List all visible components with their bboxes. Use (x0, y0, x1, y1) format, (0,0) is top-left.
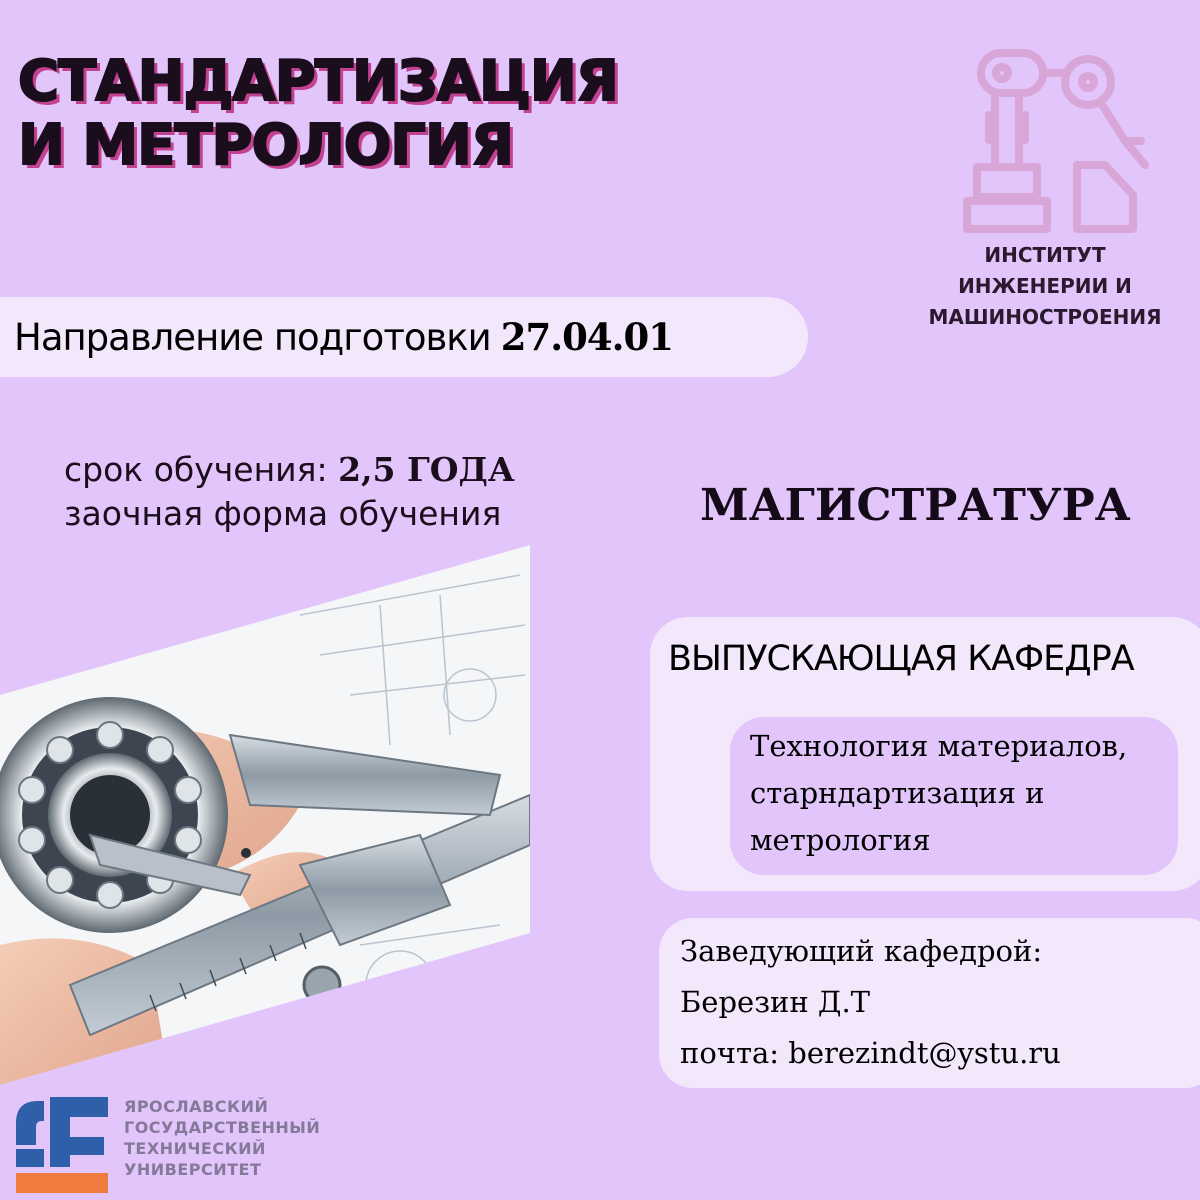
study-term-label: срок обучения: (64, 450, 328, 489)
head-of-department-info (680, 926, 1061, 1079)
robotic-arm-icon (955, 45, 1155, 235)
university-name-line-3: ТЕХНИЧЕСКИЙ (124, 1139, 266, 1158)
head-name: Березин Д.Т (680, 985, 871, 1019)
department-name (750, 723, 1180, 864)
page-title (18, 50, 618, 178)
direction-label: Направление подготовки (14, 315, 491, 359)
department-heading: ВЫПУСКАЮЩАЯ КАФЕДРА (668, 639, 1134, 679)
institute-name-line-1: ИНСТИТУТ (984, 243, 1106, 267)
study-term (64, 448, 515, 492)
university-name (124, 1096, 320, 1180)
page-title-line-2: И МЕТРОЛОГИЯ (18, 113, 513, 178)
head-title: Заведующий кафедрой: (680, 934, 1043, 968)
page-title-line-1: СТАНДАРТИЗАЦИЯ (18, 49, 618, 114)
study-form: заочная форма обучения (64, 494, 502, 533)
institute-name-line-3: МАШИНОСТРОЕНИЯ (928, 305, 1162, 329)
university-name-line-2: ГОСУДАРСТВЕННЫЙ (124, 1118, 321, 1137)
institute-name (900, 240, 1190, 333)
degree-title: МАГИСТРАТУРА (700, 480, 1131, 531)
caliper-measuring-bearing-photo (0, 545, 530, 1085)
university-name-line-1: ЯРОСЛАВСКИЙ (124, 1097, 269, 1116)
study-info (64, 448, 515, 536)
university-name-line-4: УНИВЕРСИТЕТ (124, 1160, 262, 1179)
ystu-logo-icon (16, 1097, 108, 1193)
department-name-line-2: старндартизация и (750, 776, 1045, 810)
institute-name-line-2: ИНЖЕНЕРИИ И (958, 274, 1132, 298)
direction-banner (0, 297, 808, 377)
direction-code: 27.04.01 (500, 315, 673, 359)
department-name-line-3: метрология (750, 823, 931, 857)
study-term-value: 2,5 ГОДА (338, 450, 515, 489)
head-email[interactable]: почта: berezindt@ystu.ru (680, 1036, 1061, 1070)
department-name-line-1: Технология материалов, (750, 729, 1128, 763)
